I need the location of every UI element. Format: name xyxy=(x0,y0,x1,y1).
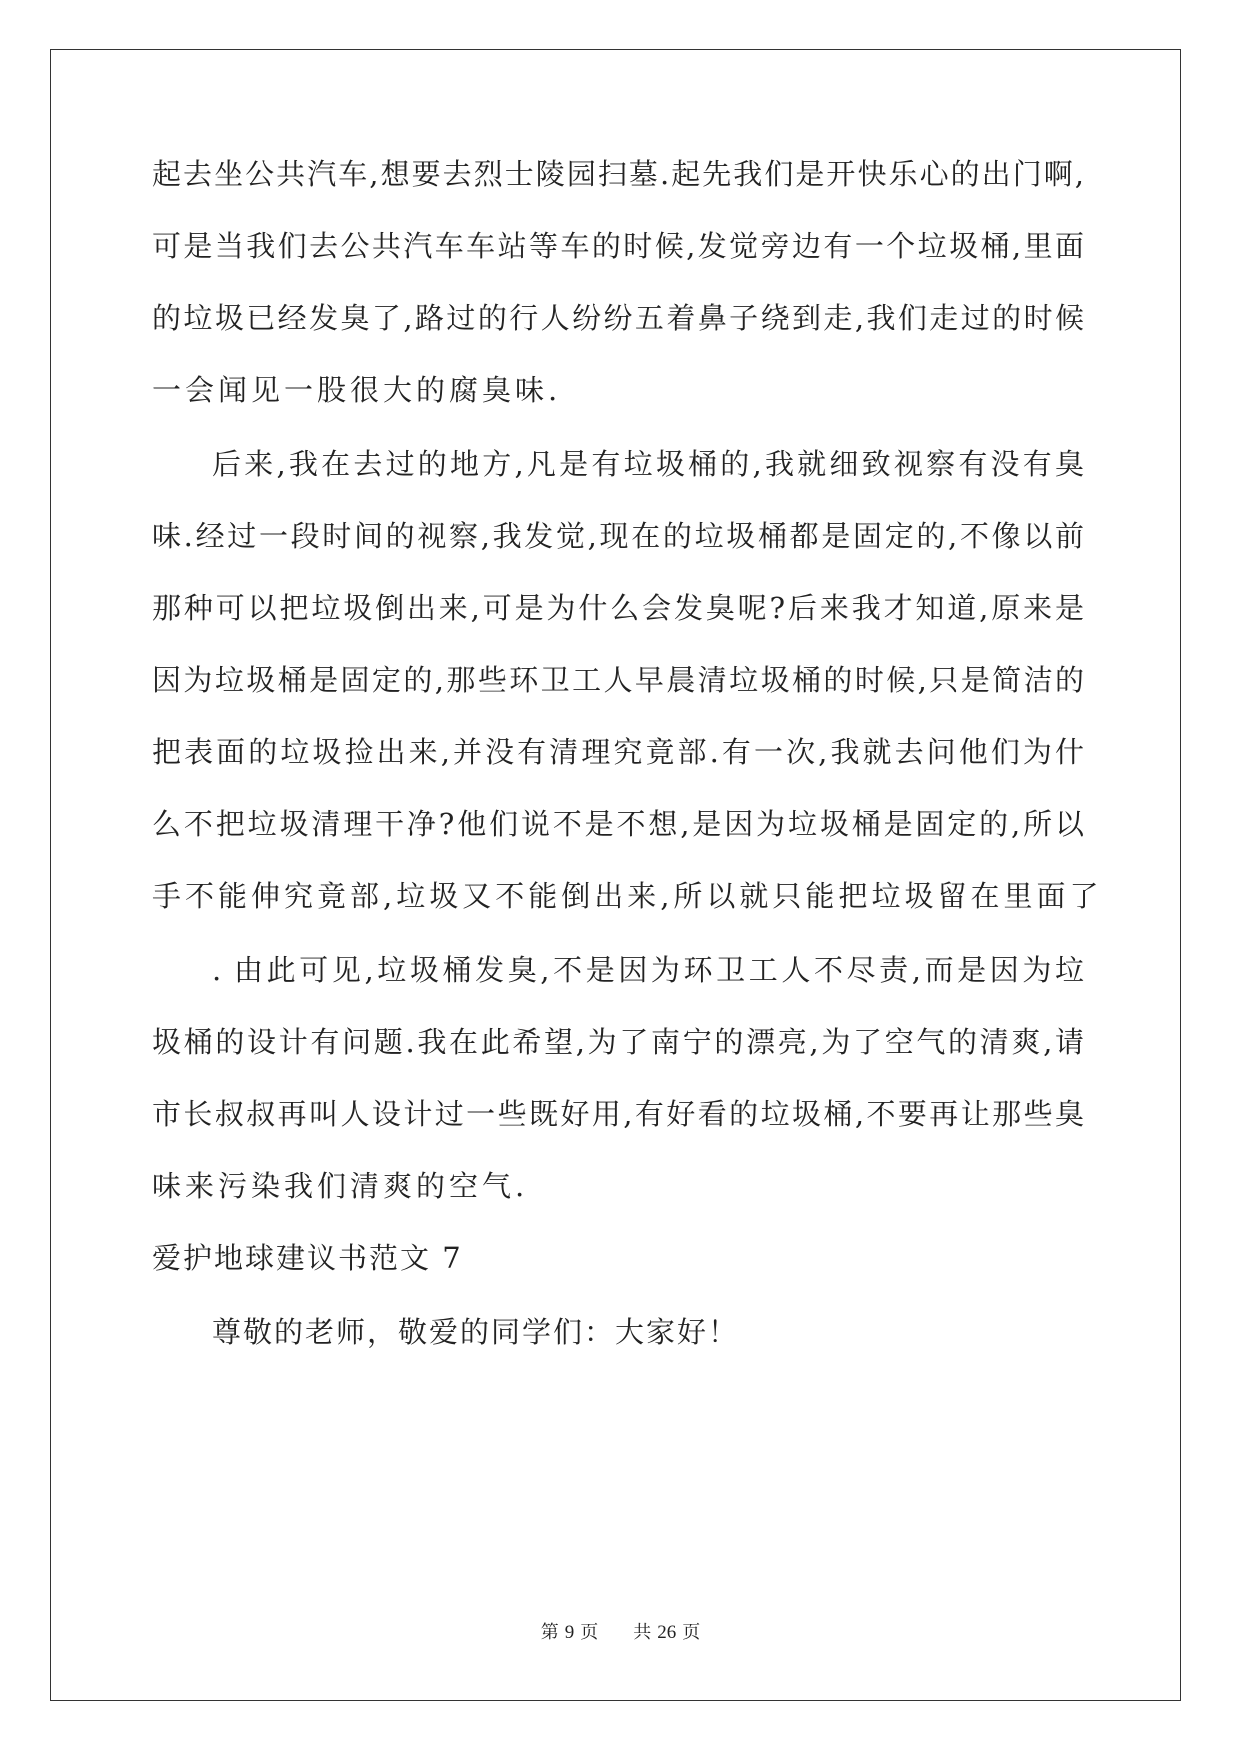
paragraph-2-line-2: 味.经过一段时间的视察,我发觉,现在的垃圾桶都是固定的,不像以前 xyxy=(152,519,1084,553)
total-pages: 26 xyxy=(657,1622,677,1643)
page-number: 9 xyxy=(564,1622,575,1643)
paragraph-1-line-2: 可是当我们去公共汽车车站等车的时候,发觉旁边有一个垃圾桶,里面 xyxy=(152,229,1084,263)
page-suffix: 页 xyxy=(580,1622,599,1643)
paragraph-2-line-6: 么不把垃圾清理干净?他们说不是不想,是因为垃圾桶是固定的,所以 xyxy=(152,807,1084,841)
page-indicator xyxy=(538,1622,602,1643)
page-prefix: 第 xyxy=(540,1622,559,1643)
paragraph-2-line-1: 后来,我在去过的地方,凡是有垃圾桶的,我就细致视察有没有臭 xyxy=(212,447,1084,481)
total-prefix: 共 xyxy=(633,1622,652,1643)
total-pages-indicator xyxy=(630,1622,703,1643)
paragraph-2-line-4: 因为垃圾桶是固定的,那些环卫工人早晨清垃圾桶的时候,只是简洁的 xyxy=(152,663,1084,697)
paragraph-2-line-3: 那种可以把垃圾倒出来,可是为什么会发臭呢?后来我才知道,原来是 xyxy=(152,591,1084,625)
paragraph-1-line-4: 一会闻见一股很大的腐臭味. xyxy=(152,373,562,407)
paragraph-2-line-7: 手不能伸究竟部,垃圾又不能倒出来,所以就只能把垃圾留在里面了 xyxy=(152,879,1103,913)
paragraph-2-line-5: 把表面的垃圾捡出来,并没有清理究竟部.有一次,我就去问他们为什 xyxy=(152,735,1084,769)
paragraph-3-line-3: 市长叔叔再叫人设计过一些既好用,有好看的垃圾桶,不要再让那些臭 xyxy=(152,1097,1084,1131)
total-suffix: 页 xyxy=(682,1622,701,1643)
paragraph-3-line-1: . 由此可见,垃圾桶发臭,不是因为环卫工人不尽责,而是因为垃 xyxy=(212,953,1084,987)
section-title: 爱护地球建议书范文 7 xyxy=(152,1241,463,1275)
paragraph-3-line-2: 圾桶的设计有问题.我在此希望,为了南宁的漂亮,为了空气的清爽,请 xyxy=(152,1025,1084,1059)
paragraph-1-line-1: 起去坐公共汽车,想要去烈士陵园扫墓.起先我们是开快乐心的出门啊, xyxy=(152,157,1084,191)
page-footer xyxy=(0,1621,1241,1645)
greeting: 尊敬的老师，敬爱的同学们：大家好！ xyxy=(212,1315,740,1349)
paragraph-3-line-4: 味来污染我们清爽的空气. xyxy=(152,1169,529,1203)
paragraph-1-line-3: 的垃圾已经发臭了,路过的行人纷纷五着鼻子绕到走,我们走过的时候 xyxy=(152,301,1084,335)
page-border xyxy=(50,49,1181,1701)
